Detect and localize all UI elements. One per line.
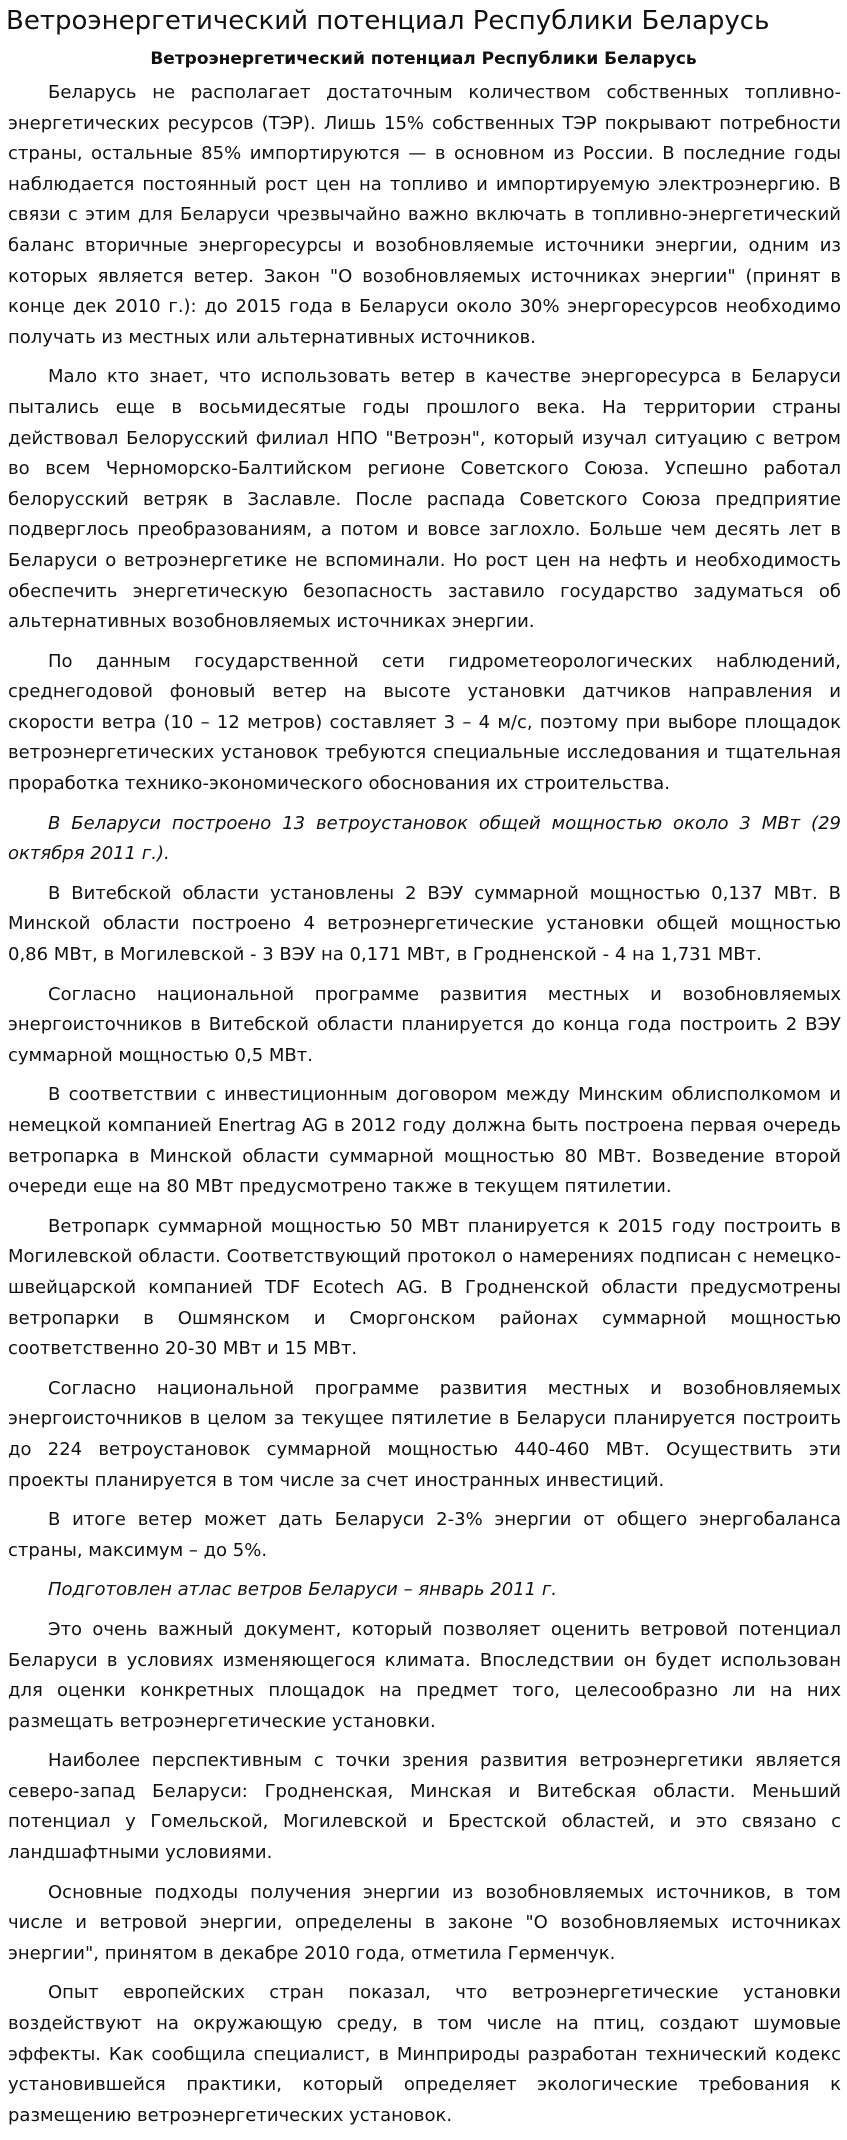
- page-title: Ветроэнергетический потенциал Республики Беларусь: [6, 6, 770, 36]
- paragraph-national-program: Согласно национальной программе развития местных и возобновляемых энергоисточников в целом за текущее пятилетие в Беларуси планируется построить до 224 ветроустановок суммарной мощностью 440-460 МВт. Осуществить эти проекты планируется в том числе за счет иностранных инвестиций.: [8, 1377, 841, 1491]
- paragraph-energy-balance: В итоге ветер может дать Беларуси 2-3% энергии от общего энергобаланса страны, максимум – до 5%.: [8, 1509, 841, 1561]
- paragraph-european-experience: Опыт европейских стран показал, что ветроэнергетические установки воздействуют на окружающую среду, в том числе на птиц, создают шумовые эффекты. Как сообщила специалист, в Минприроды разработан технический кодекс установившейся практики, который определяет экологические требования к размещению ветроэнергетических установок.: [8, 1982, 841, 2126]
- article-heading: Ветроэнергетический потенциал Республики Беларусь: [150, 49, 697, 69]
- paragraph-law-approaches: Основные подходы получения энергии из возобновляемых источников, в том числе и ветровой энергии, определены в законе "О возобновляемых источниках энергии", принятом в декабре 2010 года, отметила Герменчук.: [8, 1881, 841, 1964]
- paragraph-vitebsk-plan: Согласно национальной программе развития местных и возобновляемых энергоисточников в Витебской области планируется до конца года построить 2 ВЭУ суммарной мощностью 0,5 МВт.: [8, 983, 841, 1066]
- paragraph-regions-capacity: В Витебской области установлены 2 ВЭУ суммарной мощностью 0,137 МВт. В Минской области построено 4 ветроэнергетические установки общей мощностью 0,86 МВт, в Могилевской - 3 ВЭУ на 0,171 МВт, в Гродненской - 4 на 1,731 МВт.: [8, 882, 841, 966]
- article-body: [8, 78, 841, 2140]
- paragraph-northwest: Наиболее перспективным с точки зрения развития ветроэнергетики является северо-запад Беларуси: Гродненская, Минская и Витебская области. Меньший потенциал у Гомельской, Могилевской и Брестской областей, и это связано с ландшафтными условиями.: [8, 1750, 841, 1864]
- paragraph-mogilev-windpark: Ветропарк суммарной мощностью 50 МВт планируется к 2015 году построить в Могилевской области. Соответствующий протокол о намерениях подписан с немецко-швейцарской компанией TDF Ecotech AG. В Гродненской области предусмотрены ветропарки в Ошмянском и Сморгонском районах суммарной мощностью соответственно 20-30 МВт и 15 МВт.: [8, 1215, 841, 1360]
- paragraph-energy-resources: Беларусь не располагает достаточным количеством собственных топливно-энергетических ресурсов (ТЭР). Лишь 15% собственных ТЭР покрывают потребности страны, остальные 85% импортируются — в основном из России. В последние годы наблюдается постоянный рост цен на топливо и импортируемую электроэнергию. В связи с этим для Беларуси чрезвычайно важно включать в топливно-энергетический баланс вторичные энергоресурсы и возобновляемые источники энергии, одним из которых является ветер. Закон "О возобновляемых источниках энергии" (принят в конце дек 2010 г.): до 2015 года в Беларуси около 30% энергоресурсов необходимо получать из местных или альтернативных источников.: [8, 82, 841, 348]
- paragraph-wind-speed: По данным государственной сети гидрометеорологических наблюдений, среднегодовой фоновый ветер на высоте установки датчиков направления и скорости ветра (10 – 12 метров) составляет 3 – 4 м/с, поэтому при выборе площадок ветроэнергетических установок требуются специальные исследования и тщательная проработка технико-экономического обоснования их строительства.: [8, 650, 841, 795]
- paragraph-history: Мало кто знает, что использовать ветер в качестве энергоресурса в Беларуси пытались еще в восьмидесятые годы прошлого века. На территории страны действовал Белорусский филиал НПО "Ветроэн", который изучал ситуацию с ветром во всем Черноморско-Балтийском регионе Советского Союза. Успешно работал белорусский ветряк в Заславле. После распада Советского Союза предприятие подверглось преобразованиям, а потом и вовсе заглохло. Больше чем десять лет в Беларуси о ветроэнергетике не вспоминали. Но рост цен на нефть и необходимость обеспечить энергетическую безопасность заставило государство задуматься об альтернативных возобновляемых источниках энергии.: [8, 366, 841, 633]
- paragraph-enertrag: В соответствии с инвестиционным договором между Минским облисполкомом и немецкой компанией Enertrag AG в 2012 году должна быть построена первая очередь ветропарка в Минской области суммарной мощностью 80 МВт. Возведение второй очереди еще на 80 МВт предусмотрено также в текущем пятилетии.: [8, 1084, 841, 1198]
- paragraph-wind-atlas: Подготовлен атлас ветров Беларуси – январь 2011 г.: [48, 1579, 558, 1601]
- paragraph-atlas-importance: Это очень важный документ, который позволяет оценить ветровой потенциал Беларуси в условиях изменяющегося климата. Впоследствии он будет использован для оценки конкретных площадок на предмет того, целесообразно ли на них размещать ветроэнергетические установки.: [8, 1618, 841, 1732]
- paragraph-built-turbines: В Беларуси построено 13 ветроустановок общей мощностью около 3 МВт (29 октября 2011 г.).: [8, 812, 841, 865]
